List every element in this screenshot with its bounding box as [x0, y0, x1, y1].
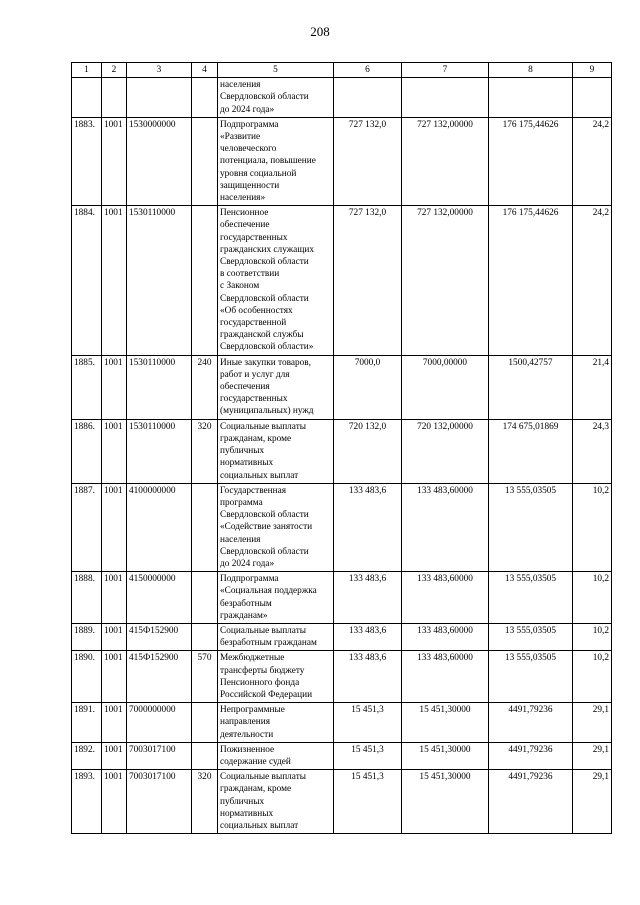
- header-cell: 8: [489, 63, 573, 78]
- table-row: [72, 483, 612, 571]
- section-code-cell: 1001: [102, 117, 127, 205]
- executed-amount-cell: [489, 78, 573, 118]
- target-article-cell: 1530110000: [127, 355, 192, 419]
- table-row: [72, 206, 612, 355]
- execution-percent-cell: 21,4: [573, 355, 612, 419]
- target-article-cell: 7000000000: [127, 703, 192, 743]
- approved-amount-cell: 133 483,6: [334, 483, 402, 571]
- header-row: [72, 63, 612, 78]
- planned-amount-cell: 133 483,60000: [402, 572, 489, 624]
- section-code-cell: 1001: [102, 623, 127, 650]
- expense-type-cell: 240: [192, 355, 218, 419]
- header-cell: 1: [72, 63, 102, 78]
- approved-amount-cell: 7000,0: [334, 355, 402, 419]
- section-code-cell: 1001: [102, 703, 127, 743]
- section-code-cell: 1001: [102, 206, 127, 355]
- section-code-cell: 1001: [102, 419, 127, 483]
- table-row: [72, 117, 612, 205]
- executed-amount-cell: 4491,79236: [489, 742, 573, 769]
- execution-percent-cell: 29,1: [573, 742, 612, 769]
- header-cell: 6: [334, 63, 402, 78]
- row-number-cell: 1892.: [72, 742, 102, 769]
- planned-amount-cell: 133 483,60000: [402, 623, 489, 650]
- table-row: [72, 419, 612, 483]
- table-row: [72, 770, 612, 834]
- expense-type-cell: 320: [192, 770, 218, 834]
- target-article-cell: 7003017100: [127, 770, 192, 834]
- execution-percent-cell: [573, 78, 612, 118]
- executed-amount-cell: 1500,42757: [489, 355, 573, 419]
- row-number-cell: 1888.: [72, 572, 102, 624]
- header-cell: 3: [127, 63, 192, 78]
- item-name-cell: Пенсионное обеспечение государственных гражданских служащих Свердловской области в соответствии с Законом Свердловской области «Об особенностях государственной гражданской службы Свердловской области»: [218, 206, 334, 355]
- section-code-cell: 1001: [102, 770, 127, 834]
- item-name-cell: Социальные выплаты гражданам, кроме публичных нормативных социальных выплат: [218, 419, 334, 483]
- row-number-cell: 1891.: [72, 703, 102, 743]
- item-name-cell: населения Свердловской области до 2024 года»: [218, 78, 334, 118]
- row-number-cell: 1883.: [72, 117, 102, 205]
- target-article-cell: 4100000000: [127, 483, 192, 571]
- item-name-cell: Непрограммные направления деятельности: [218, 703, 334, 743]
- row-number-cell: 1890.: [72, 651, 102, 703]
- planned-amount-cell: 727 132,00000: [402, 117, 489, 205]
- section-code-cell: 1001: [102, 742, 127, 769]
- item-name-cell: Межбюджетные трансферты бюджету Пенсионного фонда Российской Федерации: [218, 651, 334, 703]
- target-article-cell: 1530110000: [127, 206, 192, 355]
- execution-percent-cell: 10,2: [573, 651, 612, 703]
- table-row: [72, 651, 612, 703]
- item-name-cell: Подпрограмма «Развитие человеческого потенциала, повышение уровня социальной защищенности населения»: [218, 117, 334, 205]
- approved-amount-cell: 15 451,3: [334, 770, 402, 834]
- row-number-cell: [72, 78, 102, 118]
- approved-amount-cell: 15 451,3: [334, 703, 402, 743]
- expense-type-cell: [192, 742, 218, 769]
- header-cell: 7: [402, 63, 489, 78]
- executed-amount-cell: 13 555,03505: [489, 623, 573, 650]
- item-name-cell: Государственная программа Свердловской области «Содействие занятости населения Свердловской области до 2024 года»: [218, 483, 334, 571]
- planned-amount-cell: 15 451,30000: [402, 742, 489, 769]
- planned-amount-cell: [402, 78, 489, 118]
- row-number-cell: 1889.: [72, 623, 102, 650]
- execution-percent-cell: 24,2: [573, 117, 612, 205]
- row-number-cell: 1884.: [72, 206, 102, 355]
- expense-type-cell: [192, 206, 218, 355]
- planned-amount-cell: 133 483,60000: [402, 651, 489, 703]
- execution-percent-cell: 10,2: [573, 623, 612, 650]
- budget-table: [71, 62, 612, 834]
- header-cell: 4: [192, 63, 218, 78]
- target-article-cell: 7003017100: [127, 742, 192, 769]
- header-cell: 2: [102, 63, 127, 78]
- header-cell: 9: [573, 63, 612, 78]
- planned-amount-cell: 720 132,00000: [402, 419, 489, 483]
- expense-type-cell: [192, 78, 218, 118]
- expense-type-cell: 570: [192, 651, 218, 703]
- expense-type-cell: [192, 117, 218, 205]
- approved-amount-cell: [334, 78, 402, 118]
- execution-percent-cell: 24,3: [573, 419, 612, 483]
- executed-amount-cell: 174 675,01869: [489, 419, 573, 483]
- item-name-cell: Пожизненное содержание судей: [218, 742, 334, 769]
- expense-type-cell: [192, 703, 218, 743]
- executed-amount-cell: 13 555,03505: [489, 572, 573, 624]
- section-code-cell: 1001: [102, 651, 127, 703]
- approved-amount-cell: 133 483,6: [334, 651, 402, 703]
- planned-amount-cell: 727 132,00000: [402, 206, 489, 355]
- table-row: [72, 623, 612, 650]
- target-article-cell: 415Ф152900: [127, 623, 192, 650]
- header-cell: 5: [218, 63, 334, 78]
- executed-amount-cell: 13 555,03505: [489, 651, 573, 703]
- execution-percent-cell: 24,2: [573, 206, 612, 355]
- table-row: [72, 742, 612, 769]
- expense-type-cell: [192, 572, 218, 624]
- table-row: [72, 572, 612, 624]
- row-number-cell: 1886.: [72, 419, 102, 483]
- table-row: [72, 703, 612, 743]
- executed-amount-cell: 176 175,44626: [489, 206, 573, 355]
- table-row: [72, 78, 612, 118]
- target-article-cell: 1530000000: [127, 117, 192, 205]
- executed-amount-cell: 13 555,03505: [489, 483, 573, 571]
- row-number-cell: 1885.: [72, 355, 102, 419]
- approved-amount-cell: 727 132,0: [334, 117, 402, 205]
- table-body: [72, 78, 612, 834]
- planned-amount-cell: 15 451,30000: [402, 703, 489, 743]
- execution-percent-cell: 29,1: [573, 703, 612, 743]
- section-code-cell: [102, 78, 127, 118]
- executed-amount-cell: 4491,79236: [489, 703, 573, 743]
- approved-amount-cell: 133 483,6: [334, 572, 402, 624]
- row-number-cell: 1887.: [72, 483, 102, 571]
- target-article-cell: 1530110000: [127, 419, 192, 483]
- execution-percent-cell: 10,2: [573, 483, 612, 571]
- executed-amount-cell: 4491,79236: [489, 770, 573, 834]
- table-row: [72, 355, 612, 419]
- expense-type-cell: [192, 483, 218, 571]
- expense-type-cell: 320: [192, 419, 218, 483]
- page-number: 208: [310, 24, 330, 39]
- planned-amount-cell: 7000,00000: [402, 355, 489, 419]
- row-number-cell: 1893.: [72, 770, 102, 834]
- target-article-cell: 415Ф152900: [127, 651, 192, 703]
- item-name-cell: Социальные выплаты гражданам, кроме публичных нормативных социальных выплат: [218, 770, 334, 834]
- execution-percent-cell: 10,2: [573, 572, 612, 624]
- section-code-cell: 1001: [102, 355, 127, 419]
- execution-percent-cell: 29,1: [573, 770, 612, 834]
- item-name-cell: Социальные выплаты безработным гражданам: [218, 623, 334, 650]
- planned-amount-cell: 133 483,60000: [402, 483, 489, 571]
- approved-amount-cell: 720 132,0: [334, 419, 402, 483]
- table-header: [72, 63, 612, 78]
- approved-amount-cell: 133 483,6: [334, 623, 402, 650]
- executed-amount-cell: 176 175,44626: [489, 117, 573, 205]
- target-article-cell: 4150000000: [127, 572, 192, 624]
- item-name-cell: Иные закупки товаров, работ и услуг для обеспечения государственных (муниципальных) нужд: [218, 355, 334, 419]
- expense-type-cell: [192, 623, 218, 650]
- planned-amount-cell: 15 451,30000: [402, 770, 489, 834]
- target-article-cell: [127, 78, 192, 118]
- section-code-cell: 1001: [102, 483, 127, 571]
- approved-amount-cell: 15 451,3: [334, 742, 402, 769]
- item-name-cell: Подпрограмма «Социальная поддержка безработным гражданам»: [218, 572, 334, 624]
- section-code-cell: 1001: [102, 572, 127, 624]
- approved-amount-cell: 727 132,0: [334, 206, 402, 355]
